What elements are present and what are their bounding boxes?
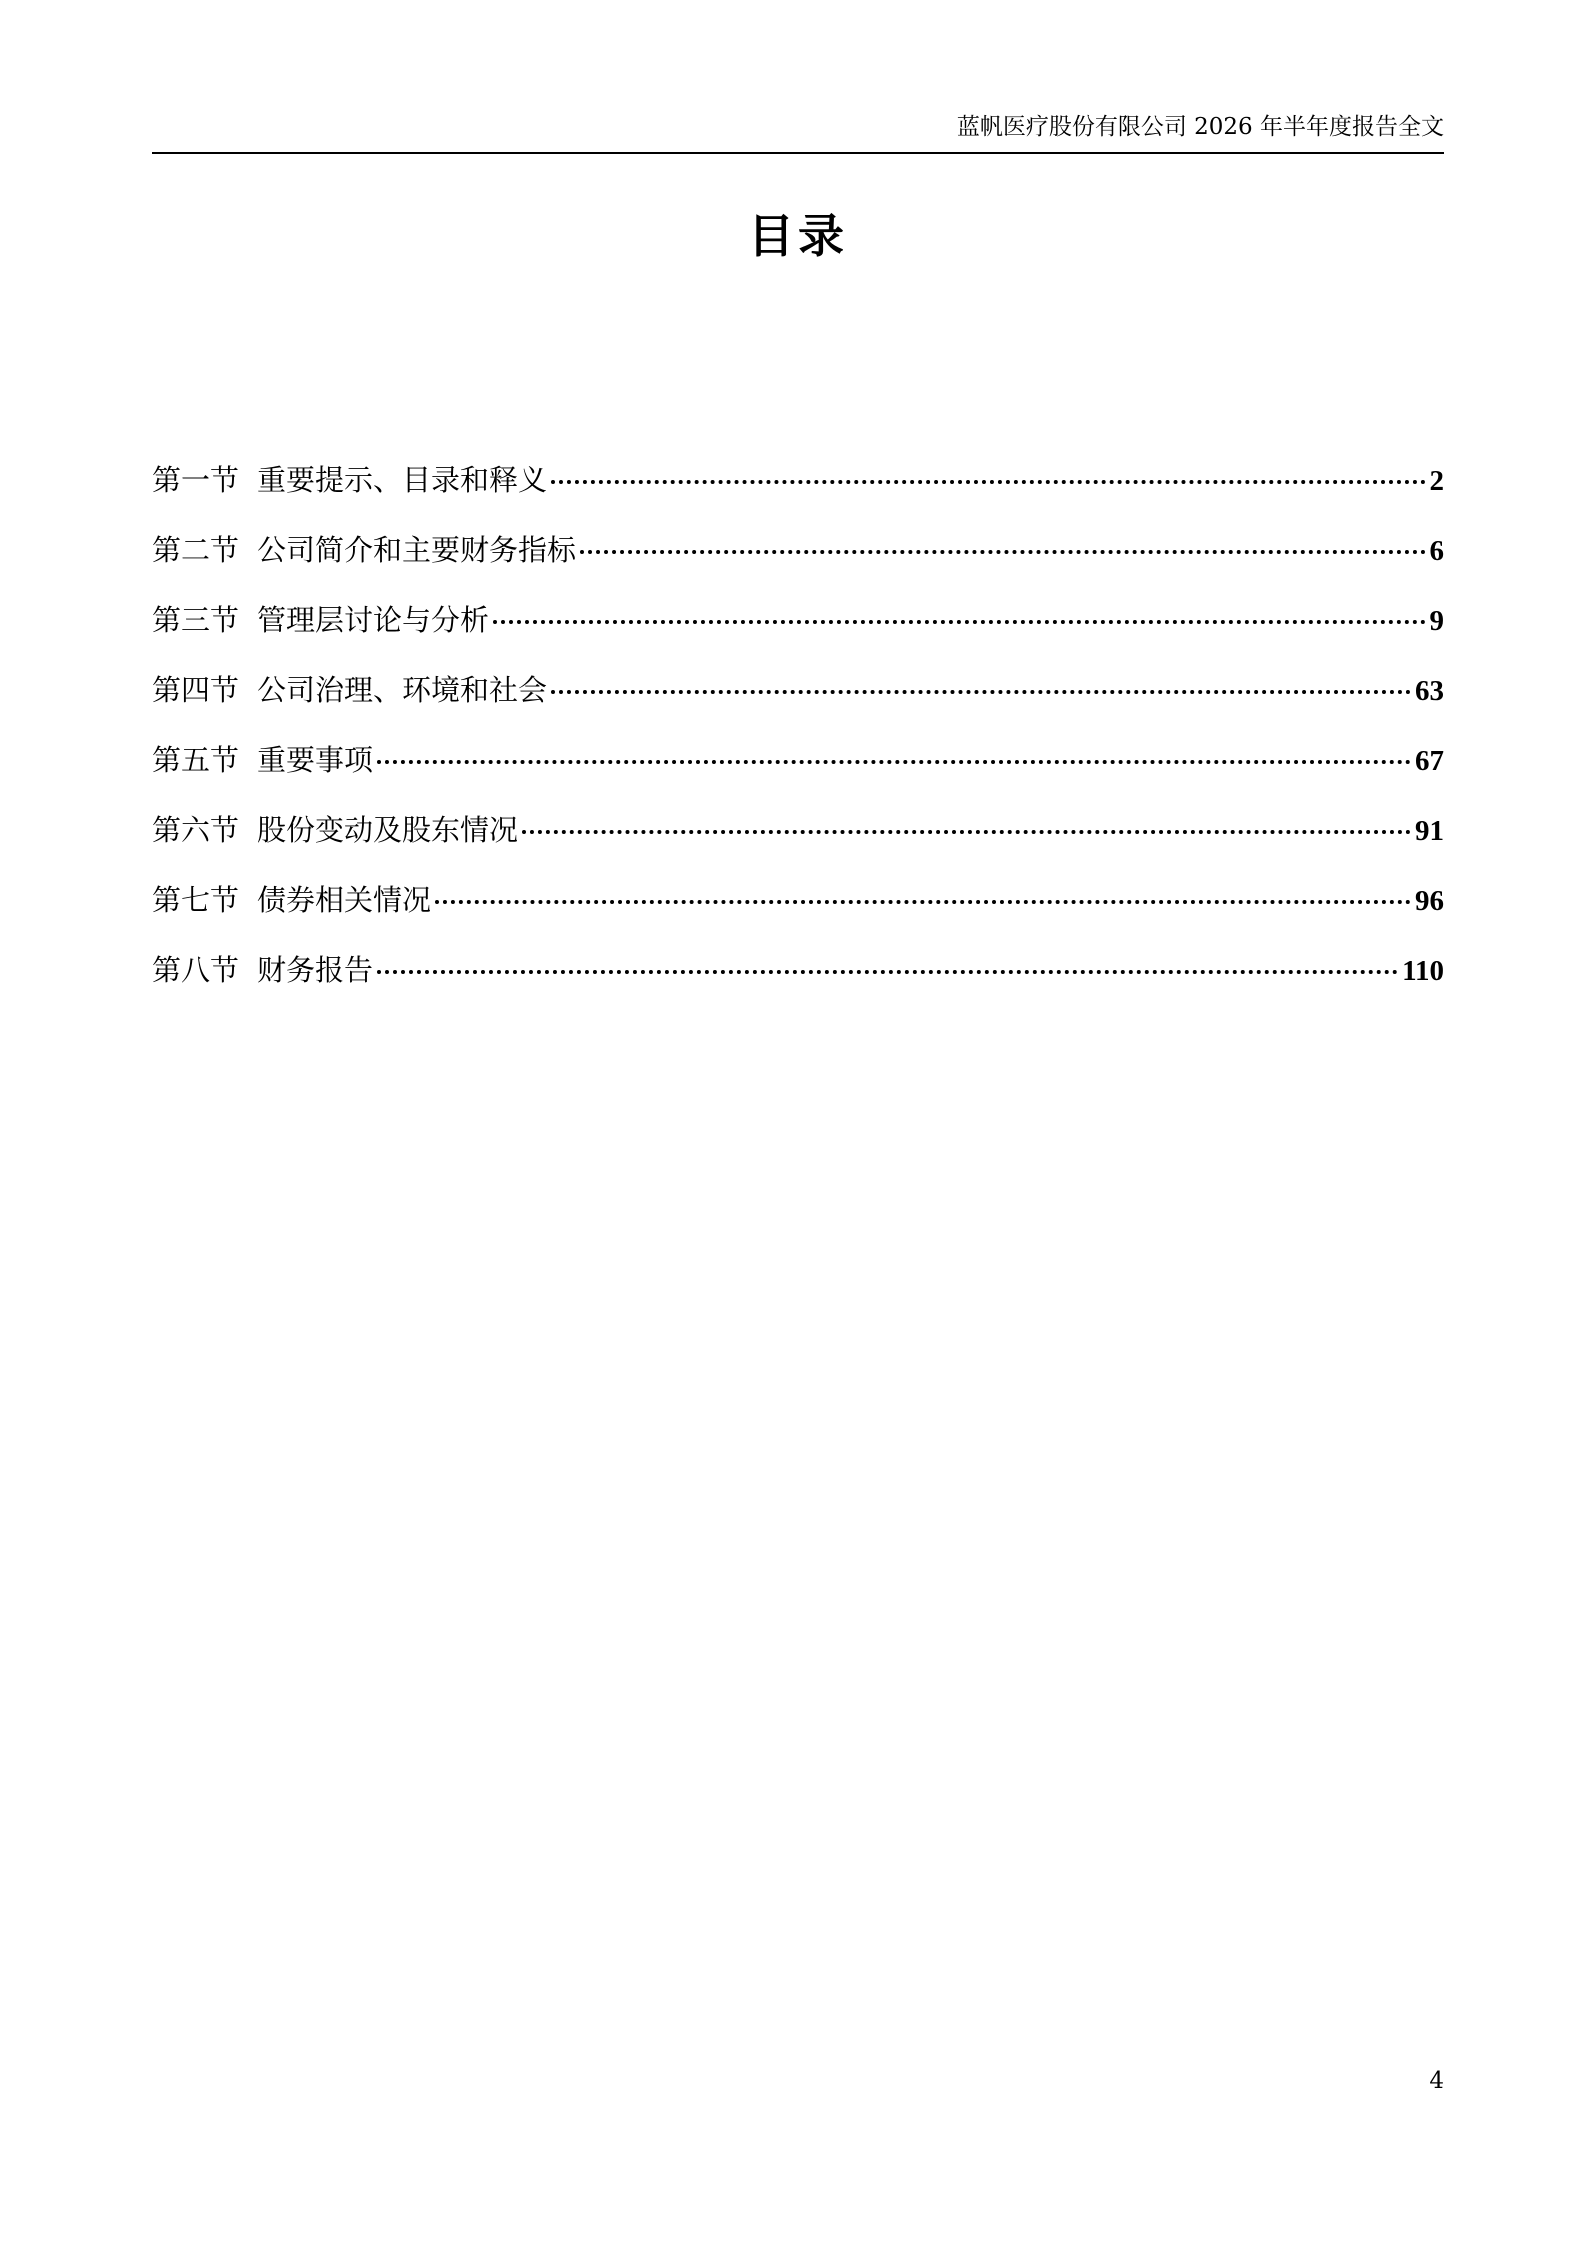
toc-section-number: 第五节 [152,743,240,777]
toc-dot-leader [435,900,1411,904]
toc-section-title: 管理层讨论与分析 [257,603,490,637]
table-of-contents [152,462,1444,1022]
toc-page-number: 67 [1415,745,1444,777]
toc-section-title: 股份变动及股东情况 [257,813,519,847]
toc-entry-8[interactable] [152,952,1444,1022]
report-header: 蓝帆医疗股份有限公司 2026 年半年度报告全文 [956,114,1444,140]
toc-page-number: 96 [1415,885,1444,917]
toc-entry-7[interactable] [152,882,1444,952]
toc-dot-leader [551,480,1425,484]
toc-entry-6[interactable] [152,812,1444,882]
toc-dot-leader [493,620,1425,624]
page-title: 目录 [748,209,848,263]
toc-section-title: 重要提示、目录和释义 [257,463,548,497]
toc-entry-4[interactable] [152,672,1444,742]
toc-section-number: 第八节 [152,953,240,987]
toc-section-number: 第一节 [152,463,240,497]
toc-section-number: 第七节 [152,883,240,917]
header-divider [152,152,1444,154]
toc-dot-leader [522,830,1411,834]
toc-page-number: 63 [1415,675,1444,707]
toc-section-title: 债券相关情况 [257,883,432,917]
toc-page-number: 6 [1429,535,1444,567]
toc-dot-leader [377,760,1411,764]
toc-page-number: 9 [1429,605,1444,637]
toc-section-number: 第四节 [152,673,240,707]
toc-section-number: 第三节 [152,603,240,637]
toc-page-number: 2 [1429,465,1444,497]
toc-section-title: 重要事项 [257,743,374,777]
toc-entry-2[interactable] [152,532,1444,602]
toc-section-title: 财务报告 [257,953,374,987]
toc-entry-5[interactable] [152,742,1444,812]
toc-dot-leader [551,690,1411,694]
toc-entry-3[interactable] [152,602,1444,672]
toc-entry-1[interactable] [152,462,1444,532]
page-number: 4 [1429,2068,1444,2094]
toc-section-number: 第六节 [152,813,240,847]
toc-section-number: 第二节 [152,533,240,567]
toc-section-title: 公司简介和主要财务指标 [257,533,577,567]
toc-page-number: 91 [1415,815,1444,847]
toc-page-number: 110 [1402,955,1444,987]
toc-section-title: 公司治理、环境和社会 [257,673,548,707]
toc-dot-leader [580,550,1425,554]
toc-dot-leader [377,970,1398,974]
